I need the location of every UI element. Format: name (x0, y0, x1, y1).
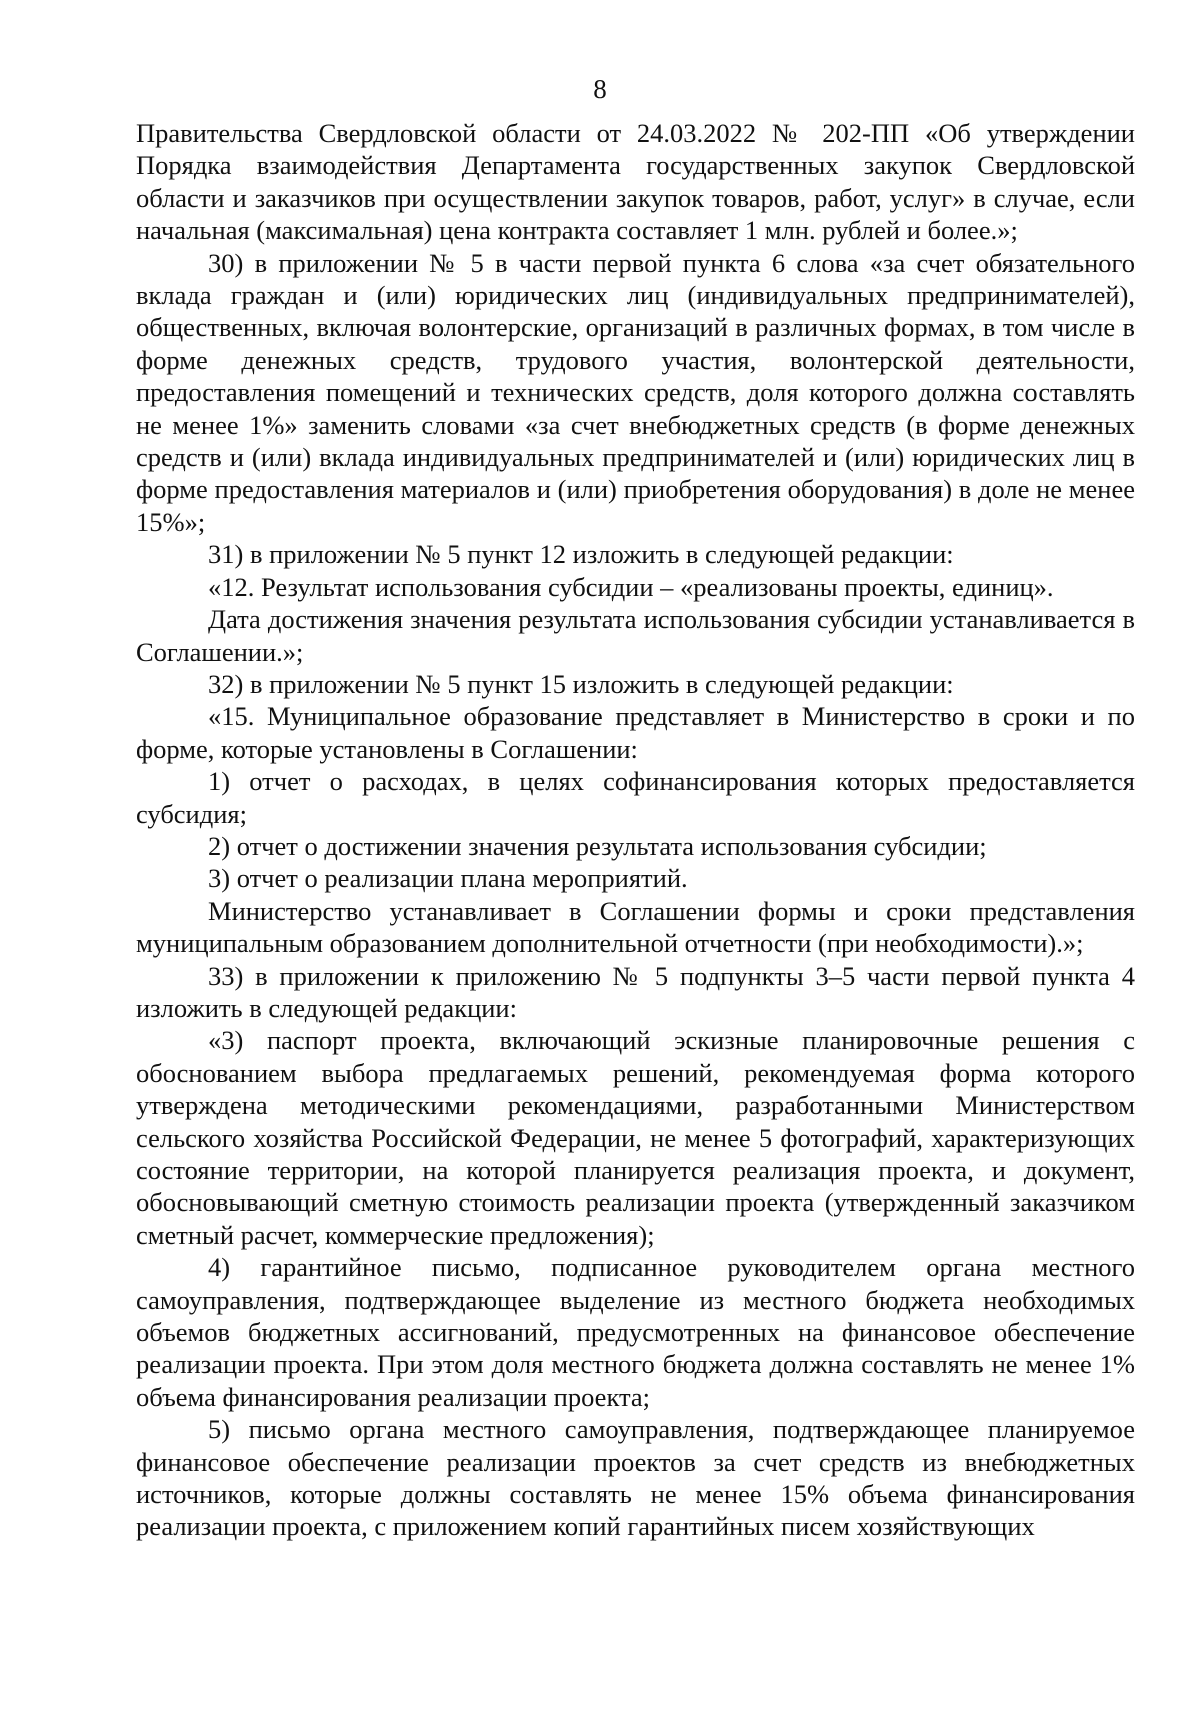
paragraph: «15. Муниципальное образование представляет в Министерство в сроки и по форме, которые установлены в Соглашении: (136, 701, 1135, 764)
paragraph: 4) гарантийное письмо, подписанное руководителем органа местного самоуправления, подтверждающее выделение из местного бюджета необходимых объемов бюджетных ассигнований, предусмотренных на финансовое обеспечение реализации проекта. При этом доля местного бюджета должна составлять не менее 1% объема финансирования реализации проекта; (136, 1252, 1135, 1412)
paragraph: «3) паспорт проекта, включающий эскизные планировочные решения с обоснованием выбора предлагаемых решений, рекомендуемая форма которого утверждена методическими рекомендациями, разработанными Министерством сельского хозяйства Российской Федерации, не менее 5 фотографий, характеризующих состояние территории, на которой планируется реализация проекта, и документ, обосновывающий сметную стоимость реализации проекта (утвержденный заказчиком сметный расчет, коммерческие предложения); (136, 1025, 1135, 1250)
paragraph: 1) отчет о расходах, в целях софинансирования которых предоставляется субсидия; (136, 766, 1135, 829)
document-body (136, 117, 1135, 1543)
paragraph: 3) отчет о реализации плана мероприятий. (208, 863, 688, 894)
paragraph: 32) в приложении № 5 пункт 15 изложить в следующей редакции: (208, 668, 954, 699)
paragraph: 2) отчет о достижении значения результата использования субсидии; (208, 830, 987, 861)
paragraph: Правительства Свердловской области от 24.03.2022 № 202-ПП «Об утверждении Порядка взаимодействия Департамента государственных закупок Свердловской области и заказчиков при осуществлении закупок товаров, работ, услуг» в случае, если начальная (максимальная) цена контракта составляет 1 млн. рублей и более.»; (136, 118, 1135, 246)
paragraph: Министерство устанавливает в Соглашении формы и сроки представления муниципальным образованием дополнительной отчетности (при необходимости).»; (136, 895, 1135, 959)
paragraph: «12. Результат использования субсидии – «реализованы проекты, единиц». (208, 571, 1054, 602)
paragraph: Дата достижения значения результата использования субсидии устанавливается в Соглашении.»; (136, 604, 1135, 667)
paragraph: 31) в приложении № 5 пункт 12 изложить в следующей редакции: (208, 539, 954, 570)
paragraph: 5) письмо органа местного самоуправления, подтверждающее планируемое финансовое обеспечение реализации проектов за счет средств из внебюджетных источников, которые должны составлять не менее 15% объема финансирования реализации проекта, с приложением копий гарантийных писем хозяйствующих (136, 1414, 1135, 1542)
page-number: 8 (593, 74, 607, 104)
paragraph: 30) в приложении № 5 в части первой пункта 6 слова «за счет обязательного вклада граждан и (или) юридических лиц (индивидуальных предпринимателей), общественных, включая волонтерские, организаций в различных формах, в том числе в форме денежных средств, трудового участия, волонтерской деятельности, предоставления помещений и технических средств, доля которого должна составлять не менее 1%» заменить словами «за счет внебюджетных средств (в форме денежных средств и (или) вклада индивидуальных предпринимателей и (или) юридических лиц в форме предоставления материалов и (или) приобретения оборудования) в доле не менее 15%»; (136, 247, 1135, 537)
paragraph: 33) в приложении к приложению № 5 подпункты 3–5 части первой пункта 4 изложить в следующей редакции: (136, 960, 1135, 1023)
